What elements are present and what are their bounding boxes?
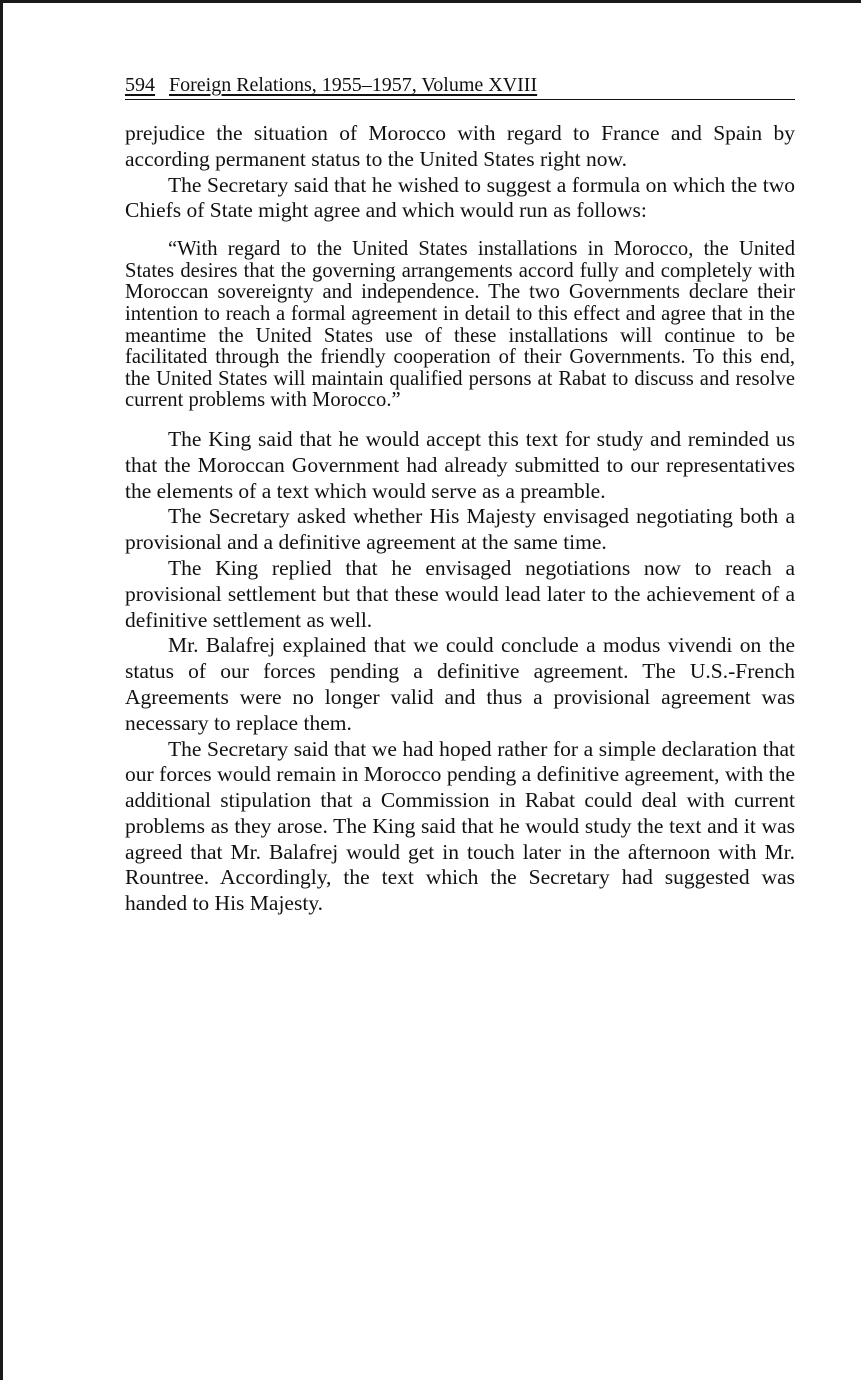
running-head <box>125 72 795 100</box>
document-page <box>125 72 795 917</box>
paragraph: Mr. Balafrej explained that we could conclude a modus vivendi on the status of our forces pending a definitive agreement. The U.S.-French Agreements were no longer valid and thus a provisional agreement was necessary to replace them. <box>125 633 795 735</box>
document-body <box>125 121 795 917</box>
paragraph: The Secretary said that we had hoped rather for a simple declaration that our forces would remain in Morocco pending a definitive agreement, with the additional stipulation that a Commission in Rabat could deal with current problems as they arose. The King said that he would study the text and it was agreed that Mr. Balafrej would get in touch later in the afternoon with Mr. Rountree. Accordingly, the text which the Secretary had suggested was handed to His Majesty. <box>125 736 795 916</box>
paragraph: The Secretary said that he wished to suggest a formula on which the two Chiefs of State might agree and which would run as follows: <box>125 172 795 223</box>
paragraph: prejudice the situation of Morocco with regard to France and Spain by according permanent status to the United States right now. <box>125 121 795 171</box>
scan-top-edge <box>0 0 861 3</box>
page-number: 594 <box>125 74 155 96</box>
paragraph: The King said that he would accept this text for study and reminded us that the Moroccan Government had already submitted to our representatives the elements of a text which would serve as a preamble. <box>125 426 795 503</box>
scan-left-edge <box>0 0 3 1380</box>
quoted-formula: “With regard to the United States installations in Morocco, the United States desires that the governing arrangements accord fully and completely with Moroccan sovereignty and independence. The two Governments declare their intention to reach a formal agreement in detail to this effect and agree that in the meantime the United States use of these installations will continue to be facilitated through the friendly cooperation of their Governments. To this end, the United States will maintain qualified persons at Rabat to discuss and resolve current problems with Morocco.” <box>125 238 795 412</box>
paragraph: The Secretary asked whether His Majesty envisaged negotiating both a provisional and a definitive agreement at the same time. <box>125 504 795 555</box>
volume-title: Foreign Relations, 1955–1957, Volume XVIII <box>169 74 538 96</box>
block-quote <box>125 239 795 412</box>
paragraph: The King replied that he envisaged negotiations now to reach a provisional settlement but that these would lead later to the achievement of a definitive settlement as well. <box>125 555 795 632</box>
